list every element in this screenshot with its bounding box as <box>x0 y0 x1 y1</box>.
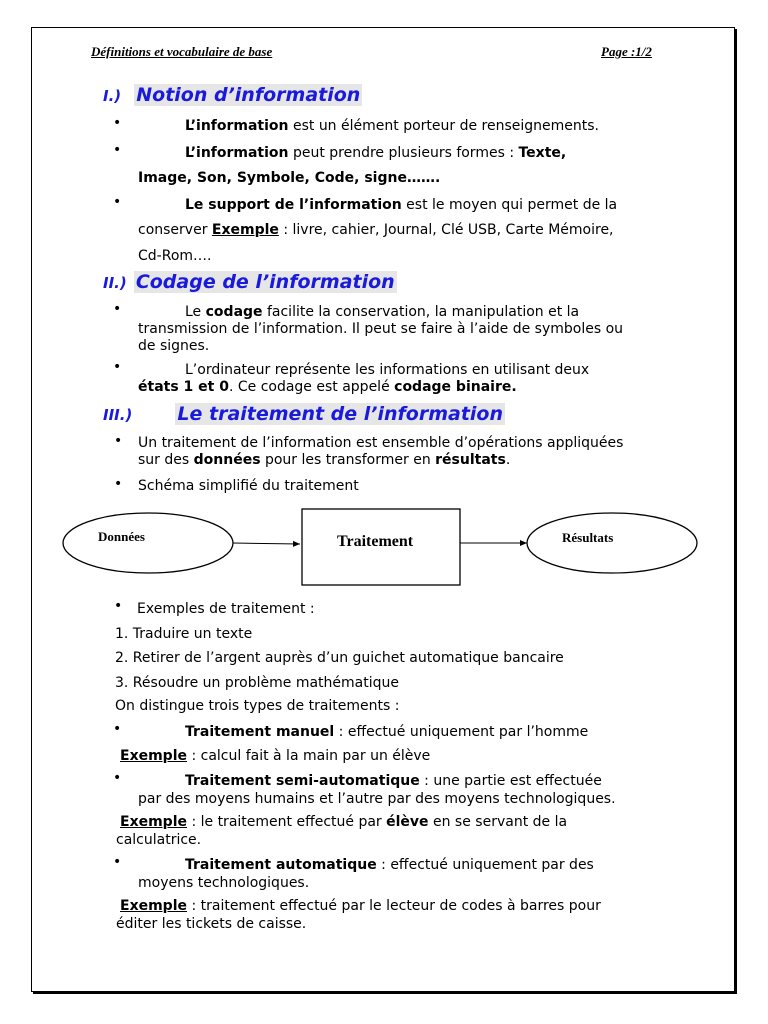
output-label: Résultats <box>562 530 614 545</box>
section-2-number: II.) <box>103 274 127 292</box>
types-intro: On distingue trois types de traitements : <box>115 698 400 714</box>
s1-bullet-3-line3: Cd-Rom…. <box>138 248 212 264</box>
s2-bullet-1-line3: de signes. <box>138 338 210 354</box>
bullet: • <box>113 359 122 375</box>
type-2-example-line2: calculatrice. <box>116 832 202 848</box>
s1-bullet-2-line2: Image, Son, Symbole, Code, signe……. <box>138 170 441 186</box>
section-1-title: Notion d’information <box>136 84 361 106</box>
s3-bullet-1-line2: sur des données pour les transformer en résultats. <box>138 452 511 468</box>
type-1-example: Exemple : calcul fait à la main par un élève <box>120 748 431 764</box>
type-2-semi-auto: Traitement semi-automatique : une partie est effectuée <box>185 773 602 789</box>
example-item-3: 3. Résoudre un problème mathématique <box>115 675 399 691</box>
arrow-input-to-process <box>233 543 300 544</box>
section-3-number: III.) <box>103 406 133 424</box>
s2-bullet-2: L’ordinateur représente les informations en utilisant deux <box>185 362 590 378</box>
section-3-title: Le traitement de l’information <box>177 403 504 425</box>
bullet: • <box>113 115 122 131</box>
bullet: • <box>113 194 122 210</box>
page-number: Page :1/2 <box>601 44 652 59</box>
bullet: • <box>113 770 122 786</box>
s1-bullet-3-line2: conserver Exemple : livre, cahier, Journal, Clé USB, Carte Mémoire, <box>138 222 614 238</box>
bullet: • <box>113 142 122 158</box>
type-3-line2: moyens technologiques. <box>138 875 310 891</box>
s3-bullet-2: Schéma simplifié du traitement <box>138 478 359 494</box>
s1-bullet-2: L’information peut prendre plusieurs formes : Texte, <box>185 145 567 161</box>
type-3-example: Exemple : traitement effectué par le lecteur de codes à barres pour <box>120 898 601 914</box>
type-2-example: Exemple : le traitement effectué par élève en se servant de la <box>120 814 568 830</box>
input-label: Données <box>98 529 145 544</box>
example-item-1: 1. Traduire un texte <box>115 626 253 642</box>
examples-title: Exemples de traitement : <box>137 601 315 617</box>
type-3-example-line2: éditer les tickets de caisse. <box>116 916 307 932</box>
bullet: • <box>113 854 122 870</box>
header-title: Définitions et vocabulaire de base <box>91 44 273 59</box>
bullet: • <box>113 301 122 317</box>
bullet: • <box>114 476 123 492</box>
s2-bullet-1: Le codage facilite la conservation, la manipulation et la <box>185 304 580 320</box>
s2-bullet-1-line2: transmission de l’information. Il peut se faire à l’aide de symboles ou <box>138 321 624 337</box>
section-2-title: Codage de l’information <box>135 271 395 293</box>
bullet: • <box>113 721 122 737</box>
section-1-number: I.) <box>103 87 122 105</box>
s1-bullet-3: Le support de l’information est le moyen qui permet de la <box>185 197 618 213</box>
type-3-auto: Traitement automatique : effectué uniquement par des <box>185 857 594 873</box>
s3-bullet-1: Un traitement de l’information est ensemble d’opérations appliquées <box>138 435 624 451</box>
bullet: • <box>114 598 123 614</box>
bullet: • <box>114 433 123 449</box>
s2-bullet-2-line2: états 1 et 0. Ce codage est appelé codage binaire. <box>138 379 517 395</box>
s1-bullet-1: L’information est un élément porteur de renseignements. <box>185 118 599 134</box>
process-label: Traitement <box>337 533 414 550</box>
type-2-line2: par des moyens humains et l’autre par des moyens technologiques. <box>138 791 616 807</box>
example-item-2: 2. Retirer de l’argent auprès d’un guichet automatique bancaire <box>115 650 564 666</box>
input-ellipse <box>63 513 233 573</box>
type-1-manual: Traitement manuel : effectué uniquement par l’homme <box>185 724 589 740</box>
